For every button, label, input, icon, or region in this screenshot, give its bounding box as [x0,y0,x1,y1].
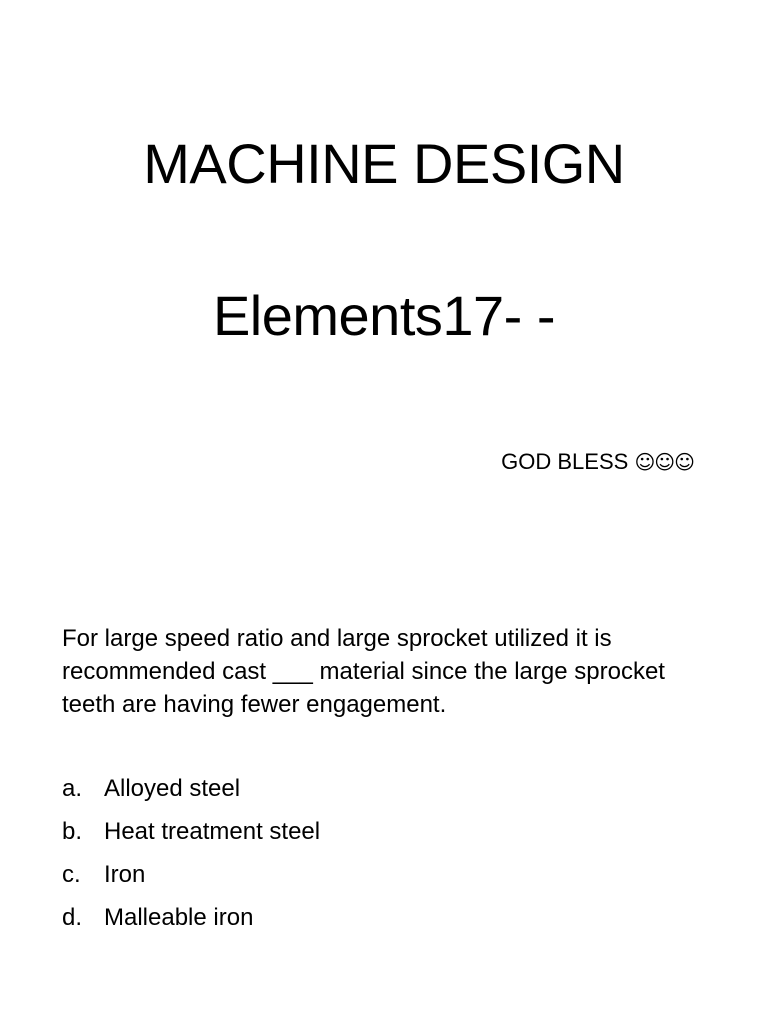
option-c [62,858,320,901]
question-text: For large speed ratio and large sprocket utilized it is recommended cast ___ material since the large sprocket teeth are having fewer engagement. [62,625,665,718]
option-letter: a. [62,775,83,802]
answer-options [62,772,320,944]
option-a [62,772,320,815]
option-d [62,901,320,944]
option-text: Heat treatment steel [104,818,321,845]
smiley-icon: ☺☺☺ [634,450,694,474]
slide-subtitle: Elements17- - [212,284,556,347]
option-text: Malleable iron [104,904,254,931]
option-b [62,815,320,858]
option-text: Alloyed steel [104,775,241,802]
option-text: Iron [104,861,146,888]
option-letter: b. [62,818,83,845]
slide-title: MACHINE DESIGN [143,132,625,195]
option-letter: c. [62,861,81,888]
option-letter: d. [62,904,83,931]
blessing-text: GOD BLESS [501,449,635,474]
blessing-line [501,446,694,478]
